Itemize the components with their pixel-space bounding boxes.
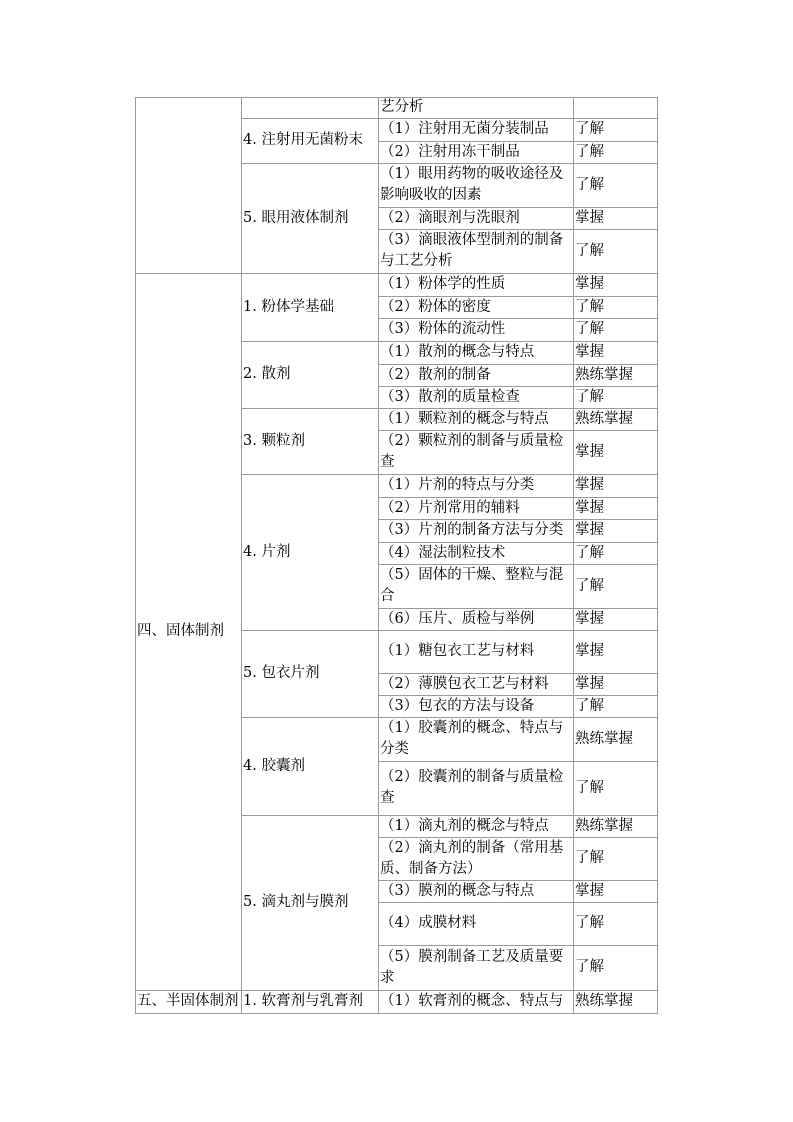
mastery-level: 了解 (575, 298, 604, 315)
mastery-level: 了解 (575, 321, 604, 337)
mastery-level: 掌握 (575, 499, 604, 516)
item-text: （1）片剂的特点与分类 (380, 477, 535, 493)
item-text: （1）注射用无菌分装制品 (380, 121, 549, 137)
item-text: （1）颗粒剂的概念与特点 (380, 410, 549, 427)
item-text: （3）片剂的制备方法与分类 (380, 522, 564, 538)
item-text: 艺分析 (380, 99, 424, 115)
mastery-level: 掌握 (575, 643, 604, 659)
topic-title: 5. 眼用液体制剂 (243, 209, 349, 226)
item-text: （1）滴丸剂的概念与特点 (380, 817, 549, 834)
item-text: （2）薄膜包衣工艺与材料 (380, 675, 549, 692)
mastery-level: 了解 (575, 544, 604, 561)
topic-title: 2. 散剂 (243, 366, 291, 382)
item-text: （2）滴眼剂与洗眼剂 (380, 209, 520, 226)
row-rule (378, 761, 658, 762)
mastery-level: 熟练掌握 (575, 730, 633, 747)
mastery-level: 掌握 (575, 344, 604, 360)
mastery-level: 掌握 (575, 675, 604, 692)
item-text: （4）成膜材料 (380, 915, 477, 931)
mastery-level: 熟练掌握 (575, 817, 633, 834)
topic-title: 4. 片剂 (243, 543, 291, 560)
column-rule (378, 97, 379, 1014)
item-text: （5）膜剂制备工艺及质量要求 (380, 948, 564, 986)
row-rule (241, 630, 658, 631)
mastery-level: 熟练掌握 (575, 410, 633, 427)
item-text: （3）包衣的方法与设备 (380, 697, 535, 714)
mastery-level: 了解 (575, 143, 604, 160)
item-text: （3）膜剂的概念与特点 (380, 882, 535, 899)
mastery-level: 掌握 (575, 209, 604, 226)
mastery-level: 熟练掌握 (575, 366, 633, 383)
row-rule (135, 97, 658, 98)
item-text: （1）眼用药物的吸收途径及影响吸收的因素 (380, 166, 564, 203)
topic-title: 4. 注射用无菌粉末 (243, 132, 363, 148)
column-rule (135, 97, 136, 1014)
mastery-level: 了解 (575, 779, 604, 796)
item-text: （4）湿法制粒技术 (380, 544, 506, 561)
item-text: （2）颗粒剂的制备与质量检查 (380, 433, 564, 470)
column-rule (657, 97, 658, 1014)
item-text: （3）粉体的流动性 (380, 321, 506, 337)
item-text: （1）散剂的概念与特点 (380, 344, 535, 360)
item-text: （1）胶囊剂的概念、特点与分类 (380, 720, 564, 757)
section-title: 四、固体制剂 (137, 623, 224, 639)
item-text: （2）片剂常用的辅料 (380, 499, 520, 516)
mastery-level: 了解 (575, 959, 604, 975)
item-text: （1）软膏剂的概念、特点与 (380, 993, 564, 1009)
mastery-level: 了解 (575, 577, 604, 594)
mastery-level: 熟练掌握 (575, 993, 633, 1009)
mastery-level: 掌握 (575, 522, 604, 538)
topic-title: 3. 颗粒剂 (243, 432, 305, 449)
column-rule (573, 97, 574, 1014)
item-text: （2）粉体的密度 (380, 298, 491, 315)
mastery-level: 掌握 (575, 443, 604, 460)
topic-title: 1. 软膏剂与乳膏剂 (243, 993, 363, 1009)
item-text: （2）胶囊剂的制备与质量检查 (380, 769, 564, 806)
mastery-level: 掌握 (575, 477, 604, 493)
item-text: （1）粉体学的性质 (380, 276, 506, 292)
item-text: （3）散剂的质量检查 (380, 388, 520, 405)
topic-title: 5. 滴丸剂与膜剂 (243, 894, 349, 910)
mastery-level: 掌握 (575, 610, 604, 627)
row-rule (378, 902, 658, 903)
item-text: （2）滴丸剂的制备（常用基质、制备方法） (380, 839, 564, 877)
item-text: （5）固体的干燥、整粒与混合 (380, 567, 564, 604)
mastery-level: 了解 (575, 915, 604, 931)
section-title: 五、半固体制剂 (137, 993, 239, 1009)
item-text: （6）压片、质检与举例 (380, 610, 535, 627)
mastery-level: 了解 (575, 242, 604, 259)
mastery-level: 掌握 (575, 276, 604, 292)
mastery-level: 了解 (575, 388, 604, 405)
mastery-level: 掌握 (575, 882, 604, 899)
mastery-level: 了解 (575, 176, 604, 193)
mastery-level: 了解 (575, 121, 604, 137)
topic-title: 5. 包衣片剂 (243, 665, 320, 681)
item-text: （2）散剂的制备 (380, 366, 491, 383)
item-text: （2）注射用冻干制品 (380, 143, 520, 160)
mastery-level: 了解 (575, 850, 604, 866)
topic-title: 1. 粉体学基础 (243, 298, 334, 315)
mastery-level: 了解 (575, 697, 604, 714)
item-text: （1）糖包衣工艺与材料 (380, 643, 535, 659)
item-text: （3）滴眼液体型制剂的制备与工艺分析 (380, 232, 564, 269)
column-rule (241, 97, 242, 1014)
topic-title: 4. 胶囊剂 (243, 757, 305, 774)
row-rule (135, 1013, 658, 1014)
